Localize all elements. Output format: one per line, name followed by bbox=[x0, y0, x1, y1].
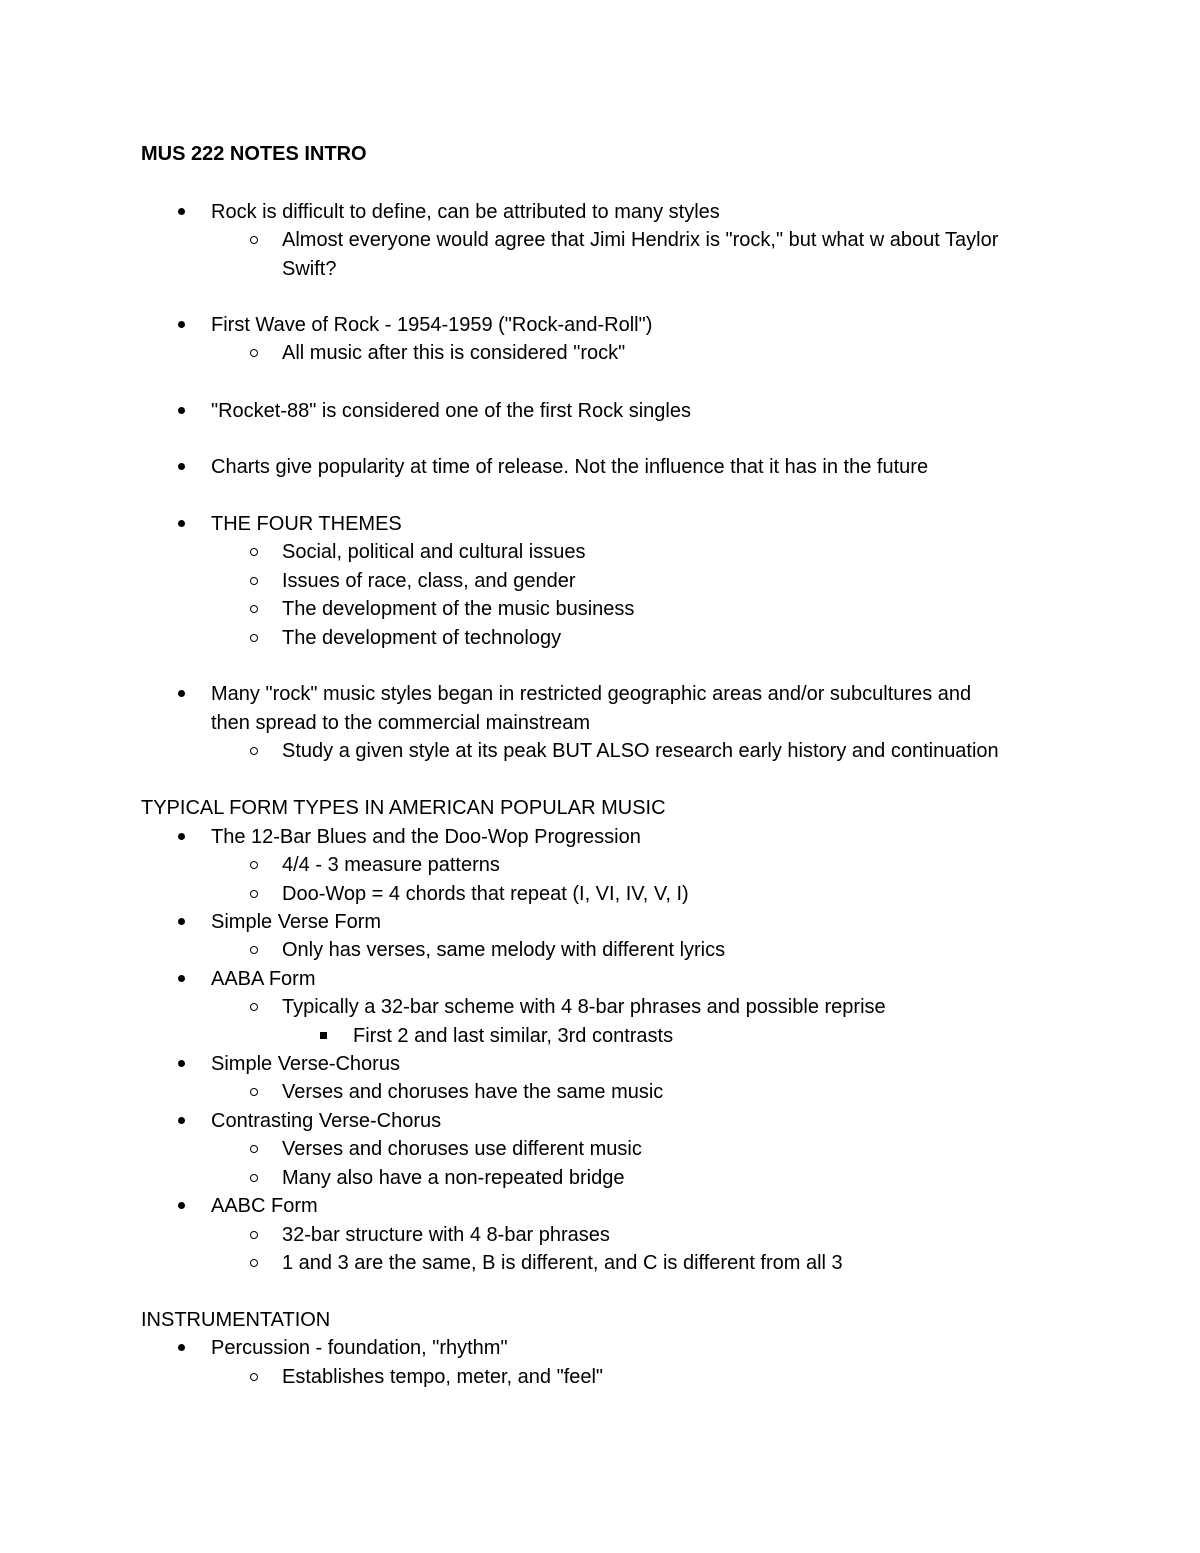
list-item: Study a given style at its peak BUT ALSO research early history and continuation bbox=[282, 740, 999, 762]
page-title: MUS 222 NOTES INTRO bbox=[141, 143, 367, 165]
bullet-disc bbox=[178, 833, 185, 840]
bullet-square bbox=[320, 1032, 327, 1039]
bullet-circle bbox=[250, 1373, 258, 1381]
list-item: Only has verses, same melody with different lyrics bbox=[282, 939, 726, 961]
bullet-circle bbox=[250, 747, 258, 755]
list-item: Almost everyone would agree that Jimi Hendrix is "rock," but what w about Taylor bbox=[282, 229, 999, 251]
list-item: Typically a 32-bar scheme with 4 8-bar phrases and possible reprise bbox=[282, 996, 886, 1018]
bullet-disc bbox=[178, 1117, 185, 1124]
list-item: 1 and 3 are the same, B is different, and C is different from all 3 bbox=[282, 1252, 843, 1274]
bullet-disc bbox=[178, 975, 185, 982]
bullet-circle bbox=[250, 1145, 258, 1153]
list-item: Simple Verse Form bbox=[211, 911, 382, 933]
list-item: The development of the music business bbox=[282, 598, 635, 620]
bullet-disc bbox=[178, 463, 185, 470]
bullet-circle bbox=[250, 946, 258, 954]
bullet-disc bbox=[178, 1344, 185, 1351]
bullet-circle bbox=[250, 577, 258, 585]
list-item: Percussion - foundation, "rhythm" bbox=[211, 1337, 508, 1359]
list-item: AABC Form bbox=[211, 1195, 318, 1217]
list-item: Issues of race, class, and gender bbox=[282, 570, 576, 592]
list-item: AABA Form bbox=[211, 968, 316, 990]
list-item: Many "rock" music styles began in restricted geographic areas and/or subcultures and bbox=[211, 683, 972, 705]
bullet-disc bbox=[178, 208, 185, 215]
list-item: Rock is difficult to define, can be attributed to many styles bbox=[211, 201, 720, 223]
list-item: Doo-Wop = 4 chords that repeat (I, VI, IV, V, I) bbox=[282, 883, 689, 905]
list-item: Simple Verse-Chorus bbox=[211, 1053, 400, 1075]
bullet-disc bbox=[178, 1060, 185, 1067]
list-item: Verses and choruses use different music bbox=[282, 1138, 642, 1160]
list-item: First 2 and last similar, 3rd contrasts bbox=[353, 1025, 674, 1047]
list-item: Verses and choruses have the same music bbox=[282, 1081, 664, 1103]
bullet-disc bbox=[178, 520, 185, 527]
bullet-circle bbox=[250, 890, 258, 898]
list-item: Social, political and cultural issues bbox=[282, 541, 586, 563]
list-item: The 12-Bar Blues and the Doo-Wop Progression bbox=[211, 826, 641, 848]
list-item: Establishes tempo, meter, and "feel" bbox=[282, 1366, 604, 1388]
section-heading-instrumentation: INSTRUMENTATION bbox=[141, 1309, 331, 1331]
list-item-continuation: then spread to the commercial mainstream bbox=[211, 712, 591, 734]
bullet-circle bbox=[250, 349, 258, 357]
bullet-circle bbox=[250, 861, 258, 869]
bullet-circle bbox=[250, 236, 258, 244]
section-heading-forms: TYPICAL FORM TYPES IN AMERICAN POPULAR MUSIC bbox=[141, 797, 666, 819]
list-item: THE FOUR THEMES bbox=[211, 513, 402, 535]
bullet-circle bbox=[250, 1088, 258, 1096]
bullet-disc bbox=[178, 407, 185, 414]
list-item: 4/4 - 3 measure patterns bbox=[282, 854, 500, 876]
list-item: First Wave of Rock - 1954-1959 ("Rock-and-Roll") bbox=[211, 314, 653, 336]
bullet-circle bbox=[250, 1231, 258, 1239]
list-item-continuation: Swift? bbox=[282, 258, 337, 280]
bullet-circle bbox=[250, 1174, 258, 1182]
bullet-disc bbox=[178, 321, 185, 328]
list-item: All music after this is considered "rock" bbox=[282, 342, 626, 364]
list-item: "Rocket-88" is considered one of the first Rock singles bbox=[211, 400, 691, 422]
list-item: Charts give popularity at time of release. Not the influence that it has in the future bbox=[211, 456, 929, 478]
list-item: 32-bar structure with 4 8-bar phrases bbox=[282, 1224, 610, 1246]
bullet-circle bbox=[250, 1259, 258, 1267]
list-item: The development of technology bbox=[282, 627, 562, 649]
list-item: Contrasting Verse-Chorus bbox=[211, 1110, 442, 1132]
bullet-circle bbox=[250, 634, 258, 642]
bullet-disc bbox=[178, 918, 185, 925]
bullet-circle bbox=[250, 605, 258, 613]
bullet-circle bbox=[250, 1003, 258, 1011]
bullet-disc bbox=[178, 690, 185, 697]
bullet-disc bbox=[178, 1202, 185, 1209]
bullet-circle bbox=[250, 548, 258, 556]
list-item: Many also have a non-repeated bridge bbox=[282, 1167, 625, 1189]
